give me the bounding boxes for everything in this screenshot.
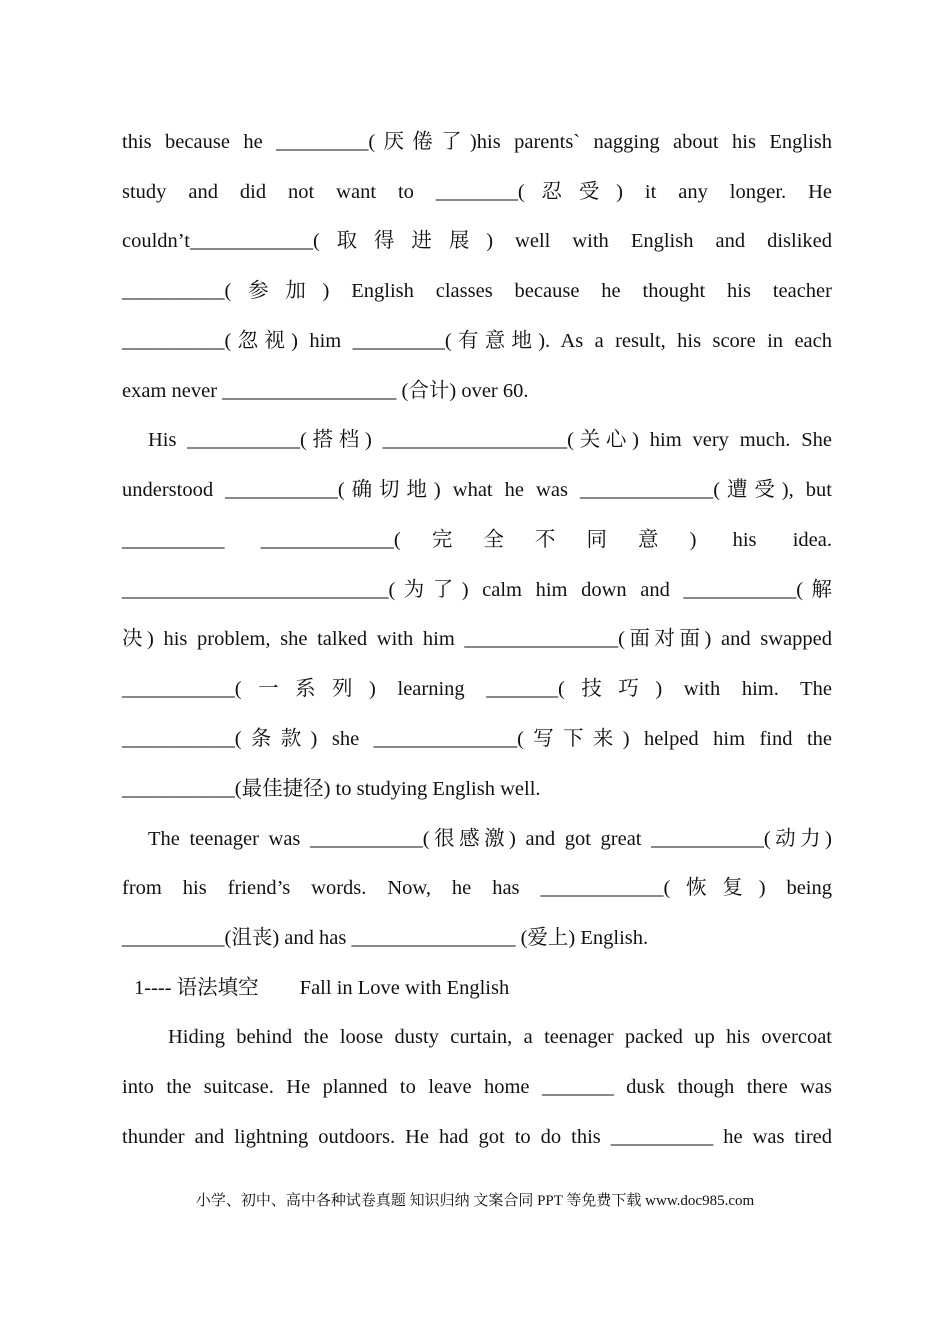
- text-line: from his friend’s words. Now, he has ____________(恢复) being: [122, 877, 832, 899]
- text-line: ___________(一系列) learning _______(技巧) with him. The: [122, 678, 832, 700]
- text-line: __________________________(为了) calm him down and ___________(解: [122, 579, 832, 601]
- text-line: this because he _________(厌倦了)his parents` nagging about his English: [122, 131, 832, 153]
- section-heading: 1---- 语法填空 Fall in Love with English: [134, 977, 510, 999]
- paragraph-start-line: His ___________(搭档) __________________(关心) him very much. She: [148, 429, 832, 451]
- text-line: __________(沮丧) and has ________________ (爱上) English.: [122, 927, 649, 949]
- text-line: ___________(最佳捷径) to studying English well.: [122, 778, 541, 800]
- paragraph-start-line: Hiding behind the loose dusty curtain, a teenager packed up his overcoat: [168, 1026, 832, 1048]
- text-line: couldn’t____________(取得进展) well with English and disliked: [122, 230, 832, 252]
- text-line: exam never _________________ (合计) over 60.: [122, 380, 529, 402]
- text-line: ___________(条款) she ______________(写下来) helped him find the: [122, 728, 832, 750]
- text-line: study and did not want to ________(忍受) it any longer. He: [122, 181, 832, 203]
- text-line: __________(参加) English classes because he thought his teacher: [122, 280, 832, 302]
- paragraph-start-line: The teenager was ___________(很感激) and got great ___________(动力): [148, 828, 832, 850]
- text-line: into the suitcase. He planned to leave home _______ dusk though there was: [122, 1076, 832, 1098]
- text-line: __________(忽视) him _________(有意地). As a result, his score in each: [122, 330, 832, 352]
- text-line: thunder and lightning outdoors. He had got to do this __________ he was tired: [122, 1126, 832, 1148]
- text-line: understood ___________(确切地) what he was _____________(遭受), but: [122, 479, 832, 501]
- page-footer: 小学、初中、高中各种试卷真题 知识归纳 文案合同 PPT 等免费下载 www.doc985.com: [195, 1193, 755, 1209]
- text-line: 决) his problem, she talked with him _______________(面对面) and swapped: [122, 628, 832, 650]
- text-line: __________ _____________(完全不同意) his idea.: [122, 529, 832, 551]
